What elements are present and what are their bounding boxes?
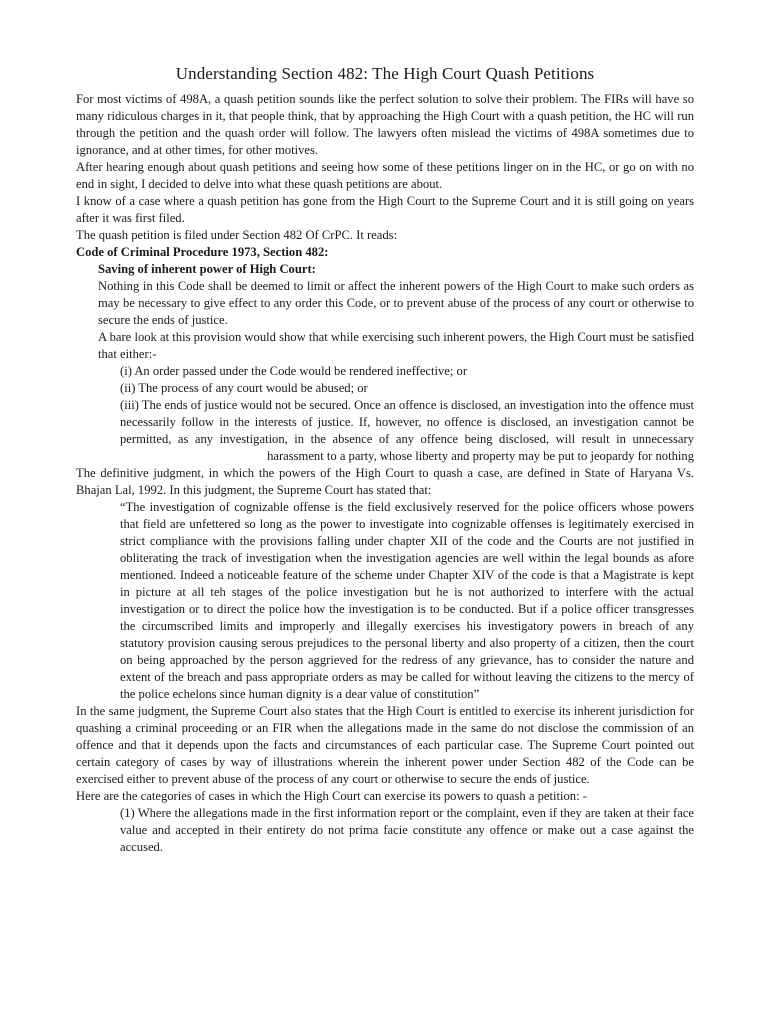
hearing-paragraph: After hearing enough about quash petitions and seeing how some of these petitions linger on in the HC, or go on with no end in sight, I decided to delve into what these quash petitions are about. [76,160,694,191]
document-page [76,62,694,856]
category-1: (1) Where the allegations made in the first information report or the complaint, even if they are taken at their face value and accepted in their entirety do not prima facie constitute any offence or make out a case against the accused. [120,806,694,854]
intro-paragraph: For most victims of 498A, a quash petition sounds like the perfect solution to solve their problem. The FIRs will have so many ridiculous charges in it, that people think, that by approaching the High Court with a quash petition, the HC will run through the petition and the quash order will follow. The lawyers often mislead the victims of 498A sometimes due to ignorance, and at other times, for other motives. [76,92,694,157]
document-title: Understanding Section 482: The High Court Quash Petitions [175,64,595,83]
categories-intro: Here are the categories of cases in which the High Court can exercise its powers to quash a petition: - [76,789,587,803]
condition-i: (i) An order passed under the Code would be rendered ineffective; or [120,364,468,378]
case-paragraph: I know of a case where a quash petition has gone from the High Court to the Supreme Court and it is still going on years after it was first filed. [76,194,694,225]
code-heading: Code of Criminal Procedure 1973, Section 482: [76,245,329,259]
condition-iii: (iii) The ends of justice would not be secured. Once an offence is disclosed, an investigation into the offence must necessarily follow in the interests of justice. If, however, no offence is disclosed, an investigation cannot be permitted, as any investigation, in the absence of any offence being disclosed, will result in unnecessary harassment to a party, whose liberty and property may be put to jeopardy for nothing [120,398,694,463]
section-text: Nothing in this Code shall be deemed to limit or affect the inherent powers of the High Court to make such orders as may be necessary to give effect to any order this Code, or to prevent abuse of the process of any court or otherwise to secure the ends of justice. [98,279,694,327]
same-judgment-paragraph: In the same judgment, the Supreme Court also states that the High Court is entitled to exercise its inherent jurisdiction for quashing a criminal proceeding or an FIR when the allegations made in the same do not disclose the commission of an offence and that it depends upon the facts and circumstances of each particular case. The Supreme Court pointed out certain category of cases by way of illustrations wherein the inherent power under Section 482 of the Code can be exercised either to prevent abuse of the process of any court or otherwise to secure the ends of justice. [76,704,694,786]
bhajan-lal-quote: “The investigation of cognizable offense is the field exclusively reserved for the police officers whose powers that field are unfettered so long as the power to investigate into cognizable offenses is legitimately exercised in strict compliance with the provisions falling under chapter XII of the code and the Courts are not justified in obliterating the track of investigation when the investigation agencies are well within the legal bounds as afore mentioned. Indeed a noticeable feature of the scheme under Chapter XIV of the code is that a Magistrate is kept in picture at all teh stages of the police investigation but he is not authorized to interfere with the actual investigation or to direct the police how the investigation is to be conducted. But if a police officer transgresses the circumscribed limits and improperly and illegally exercises his investigatory powers in breach of any statutory provision causing serous prejudices to the personal liberty and also property of a citizen, then the court on being approached by the person aggrieved for the redress of any grievance, has to consider the nature and extent of the breach and pass appropriate orders as may be called for without leaving the citizens to the mercy of the police echelons since human dignity is a dear value of constitution” [120,500,694,701]
bare-look-paragraph: A bare look at this provision would show that while exercising such inherent powers, the High Court must be satisfied that either:- [98,330,694,361]
saving-heading: Saving of inherent power of High Court: [98,262,316,276]
definitive-judgment-paragraph: The definitive judgment, in which the powers of the High Court to quash a case, are defined in State of Haryana Vs. Bhajan Lal, 1992. In this judgment, the Supreme Court has stated that: [76,466,694,497]
filed-under-paragraph: The quash petition is filed under Section 482 Of CrPC. It reads: [76,228,398,242]
condition-ii: (ii) The process of any court would be abused; or [120,381,368,395]
